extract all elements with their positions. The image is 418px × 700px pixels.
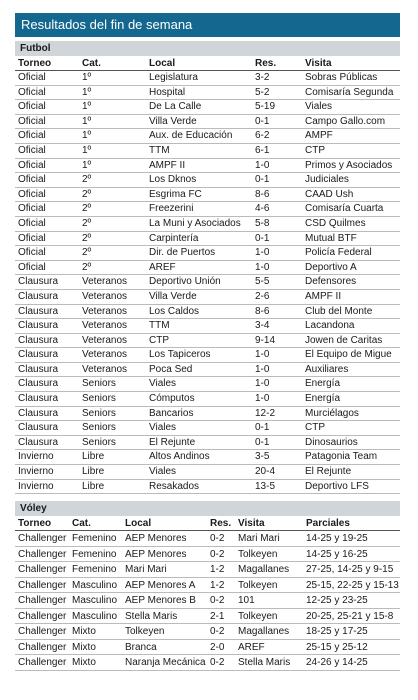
- cell-local: CTP: [149, 334, 169, 346]
- cell-local: Branca: [125, 641, 157, 653]
- table-row: [15, 392, 400, 407]
- cell-local: Deportivo Unión: [149, 276, 221, 288]
- table-row: [15, 531, 400, 547]
- futbol-column-headers: [15, 56, 400, 71]
- column-header-res: Res.: [255, 58, 277, 69]
- cell-cat: 2º: [82, 217, 92, 229]
- cell-torneo: Oficial: [18, 115, 46, 127]
- cell-cat: 2º: [82, 174, 92, 186]
- table-row: [15, 188, 400, 203]
- cell-visita: Energía: [305, 378, 341, 390]
- cell-res: 4-6: [255, 203, 270, 215]
- cell-visita: Defensores: [305, 276, 357, 288]
- cell-visita: Policía Federal: [305, 247, 372, 259]
- cell-res: 1-0: [255, 363, 270, 375]
- cell-res: 5-5: [255, 276, 270, 288]
- cell-cat: Veteranos: [82, 305, 128, 317]
- table-row: [15, 246, 400, 261]
- cell-local: Viales: [149, 466, 177, 478]
- cell-torneo: Challenger: [18, 533, 67, 545]
- cell-res: 6-1: [255, 144, 270, 156]
- cell-res: 1-0: [255, 247, 270, 259]
- cell-res: 1-2: [210, 579, 225, 591]
- cell-res: 20-4: [255, 466, 276, 478]
- cell-visita: Stella Maris: [238, 657, 291, 669]
- cell-visita: Tolkeyen: [238, 548, 278, 560]
- cell-visita: AREF: [238, 641, 265, 653]
- cell-parciales: 25-15 y 25-12: [306, 641, 368, 653]
- cell-local: Los Tapiceros: [149, 349, 211, 361]
- cell-torneo: Oficial: [18, 130, 46, 142]
- table-row: [15, 655, 400, 671]
- column-header-torneo: Torneo: [18, 518, 52, 530]
- cell-local: Hospital: [149, 86, 186, 98]
- table-row: [15, 144, 400, 159]
- table-row: [15, 465, 400, 480]
- cell-parciales: 12-25 y 23-25: [306, 595, 368, 607]
- cell-visita: Tolkeyen: [238, 579, 278, 591]
- cell-visita: Patagonia Team: [305, 451, 378, 463]
- cell-visita: CTP: [305, 144, 325, 156]
- table-row: [15, 624, 400, 640]
- cell-visita: Campo Gallo.com: [305, 115, 386, 127]
- cell-res: 6-2: [255, 130, 270, 142]
- cell-cat: Veteranos: [82, 349, 128, 361]
- cell-torneo: Challenger: [18, 564, 67, 576]
- cell-cat: 1º: [82, 86, 92, 98]
- cell-cat: Mixto: [72, 626, 96, 638]
- table-row: [15, 275, 400, 290]
- cell-res: 1-0: [255, 261, 270, 273]
- cell-res: 0-1: [255, 422, 270, 434]
- table-row: [15, 547, 400, 563]
- cell-cat: Seniors: [82, 378, 116, 390]
- cell-local: TTM: [149, 144, 170, 156]
- cell-res: 5-19: [255, 101, 276, 113]
- cell-res: 0-2: [210, 595, 225, 607]
- cell-local: Mari Mari: [125, 564, 167, 576]
- cell-local: Carpintería: [149, 232, 199, 244]
- cell-cat: Masculino: [72, 595, 118, 607]
- cell-torneo: Oficial: [18, 159, 46, 171]
- futbol-section: [15, 41, 400, 494]
- cell-cat: 2º: [82, 232, 92, 244]
- table-row: [15, 319, 400, 334]
- table-row: [15, 100, 400, 115]
- cell-local: Resakados: [149, 480, 200, 492]
- cell-cat: Veteranos: [82, 276, 128, 288]
- cell-torneo: Clausura: [18, 436, 59, 448]
- cell-torneo: Clausura: [18, 320, 59, 332]
- cell-parciales: 25-15, 22-25 y 15-13: [306, 579, 399, 591]
- cell-cat: Seniors: [82, 422, 116, 434]
- cell-visita: Judiciales: [305, 174, 349, 186]
- cell-torneo: Oficial: [18, 174, 46, 186]
- cell-visita: Deportivo A: [305, 261, 357, 273]
- cell-local: Los Dknos: [149, 174, 197, 186]
- cell-res: 2-1: [210, 610, 225, 622]
- cell-res: 0-2: [210, 533, 225, 545]
- cell-cat: Libre: [82, 466, 105, 478]
- cell-local: Esgrima FC: [149, 188, 202, 200]
- cell-torneo: Invierno: [18, 466, 54, 478]
- cell-local: Viales: [149, 422, 177, 434]
- cell-cat: Veteranos: [82, 320, 128, 332]
- cell-cat: 1º: [82, 130, 92, 142]
- cell-res: 12-2: [255, 407, 276, 419]
- cell-cat: Mixto: [72, 657, 96, 669]
- table-row: [15, 480, 400, 495]
- cell-parciales: 24-26 y 14-25: [306, 657, 368, 669]
- cell-visita: CTP: [305, 422, 325, 434]
- cell-visita: Sobras Públicas: [305, 72, 378, 83]
- cell-local: AREF: [149, 261, 176, 273]
- cell-cat: 1º: [82, 101, 92, 113]
- table-row: [15, 202, 400, 217]
- cell-visita: 101: [238, 595, 255, 607]
- table-row: [15, 261, 400, 276]
- cell-local: Aux. de Educación: [149, 130, 233, 142]
- cell-parciales: 27-25, 14-25 y 9-15: [306, 564, 394, 576]
- table-row: [15, 363, 400, 378]
- cell-torneo: Clausura: [18, 334, 59, 346]
- cell-cat: 2º: [82, 247, 92, 259]
- cell-local: AEP Menores: [125, 548, 187, 560]
- cell-local: Villa Verde: [149, 290, 197, 302]
- cell-local: Altos Andinos: [149, 451, 210, 463]
- cell-visita: Mutual BTF: [305, 232, 357, 244]
- table-row: [15, 71, 400, 86]
- table-row: [15, 640, 400, 656]
- cell-visita: Dinosaurios: [305, 436, 358, 448]
- cell-res: 13-5: [255, 480, 276, 492]
- cell-parciales: 20-25, 25-21 y 15-8: [306, 610, 394, 622]
- cell-local: Stella Maris: [125, 610, 178, 622]
- cell-cat: Libre: [82, 480, 105, 492]
- table-row: [15, 305, 400, 320]
- page-title: Resultados del fin de semana: [15, 13, 400, 37]
- column-header-cat: Cat.: [82, 58, 101, 69]
- cell-visita: Magallanes: [238, 626, 290, 638]
- cell-res: 0-2: [210, 548, 225, 560]
- cell-cat: 1º: [82, 159, 92, 171]
- column-header-torneo: Torneo: [18, 58, 52, 69]
- cell-visita: Murciélagos: [305, 407, 359, 419]
- voley-table-body: [15, 531, 400, 671]
- cell-res: 0-2: [210, 626, 225, 638]
- cell-visita: Magallanes: [238, 564, 290, 576]
- cell-visita: CAAD Ush: [305, 188, 354, 200]
- cell-visita: Tolkeyen: [238, 610, 278, 622]
- cell-res: 1-0: [255, 159, 270, 171]
- cell-cat: Veteranos: [82, 363, 128, 375]
- cell-torneo: Clausura: [18, 276, 59, 288]
- cell-visita: El Equipo de Migue: [305, 349, 392, 361]
- cell-parciales: 18-25 y 17-25: [306, 626, 368, 638]
- cell-visita: El Rejunte: [305, 466, 352, 478]
- column-header-res: Res.: [210, 518, 232, 530]
- cell-visita: Lacandona: [305, 320, 355, 332]
- cell-torneo: Invierno: [18, 451, 54, 463]
- cell-visita: Auxiliares: [305, 363, 349, 375]
- cell-torneo: Challenger: [18, 641, 67, 653]
- cell-local: Bancarios: [149, 407, 194, 419]
- cell-visita: Club del Monte: [305, 305, 373, 317]
- cell-torneo: Clausura: [18, 363, 59, 375]
- cell-torneo: Oficial: [18, 86, 46, 98]
- cell-cat: Femenino: [72, 533, 117, 545]
- cell-res: 2-6: [255, 290, 270, 302]
- cell-torneo: Clausura: [18, 305, 59, 317]
- cell-torneo: Oficial: [18, 203, 46, 215]
- cell-local: Naranja Mecánica: [125, 657, 206, 669]
- cell-res: 8-6: [255, 305, 270, 317]
- table-row: [15, 129, 400, 144]
- cell-res: 3-2: [255, 72, 270, 83]
- table-row: [15, 348, 400, 363]
- table-row: [15, 159, 400, 174]
- cell-cat: Masculino: [72, 579, 118, 591]
- table-row: [15, 593, 400, 609]
- cell-visita: CSD Quilmes: [305, 217, 366, 229]
- cell-res: 5-2: [255, 86, 270, 98]
- cell-cat: 2º: [82, 203, 92, 215]
- cell-cat: 1º: [82, 144, 92, 156]
- cell-cat: Veteranos: [82, 290, 128, 302]
- cell-res: 0-1: [255, 174, 270, 186]
- futbol-section-header: Futbol: [15, 41, 400, 56]
- column-header-visita: Visita: [238, 518, 265, 530]
- cell-cat: 2º: [82, 261, 92, 273]
- cell-local: Freezerini: [149, 203, 194, 215]
- cell-local: AEP Menores A: [125, 579, 196, 591]
- cell-torneo: Clausura: [18, 422, 59, 434]
- cell-torneo: Clausura: [18, 393, 59, 405]
- column-header-cat: Cat.: [72, 518, 91, 530]
- cell-cat: Seniors: [82, 393, 116, 405]
- cell-res: 2-0: [210, 641, 225, 653]
- cell-visita: AMPF: [305, 130, 333, 142]
- column-header-visita: Visita: [305, 58, 332, 69]
- cell-visita: Mari Mari: [238, 533, 280, 545]
- table-row: [15, 217, 400, 232]
- cell-res: 5-8: [255, 217, 270, 229]
- voley-column-headers: [15, 516, 400, 531]
- cell-visita: Viales: [305, 101, 333, 113]
- cell-visita: Deportivo LFS: [305, 480, 369, 492]
- cell-local: Poca Sed: [149, 363, 193, 375]
- cell-cat: Masculino: [72, 610, 118, 622]
- cell-torneo: Oficial: [18, 101, 46, 113]
- table-row: [15, 334, 400, 349]
- cell-visita: Jowen de Caritas: [305, 334, 383, 346]
- cell-torneo: Challenger: [18, 595, 67, 607]
- cell-res: 3-5: [255, 451, 270, 463]
- cell-local: De La Calle: [149, 101, 202, 113]
- cell-cat: Femenino: [72, 548, 117, 560]
- cell-res: 0-1: [255, 232, 270, 244]
- table-row: [15, 290, 400, 305]
- cell-torneo: Clausura: [18, 407, 59, 419]
- cell-res: 0-1: [255, 436, 270, 448]
- table-row: [15, 377, 400, 392]
- voley-section-header: Vóley: [15, 501, 400, 516]
- column-header-parciales: Parciales: [306, 518, 350, 530]
- cell-local: AEP Menores: [125, 533, 187, 545]
- cell-local: Legislatura: [149, 72, 198, 83]
- cell-local: TTM: [149, 320, 170, 332]
- cell-torneo: Challenger: [18, 610, 67, 622]
- cell-local: Viales: [149, 378, 177, 390]
- column-header-local: Local: [149, 58, 176, 69]
- table-row: [15, 609, 400, 625]
- cell-res: 1-0: [255, 393, 270, 405]
- table-row: [15, 436, 400, 451]
- cell-visita: Energía: [305, 393, 341, 405]
- cell-res: 1-0: [255, 349, 270, 361]
- cell-torneo: Oficial: [18, 247, 46, 259]
- cell-visita: Comisaría Cuarta: [305, 203, 384, 215]
- cell-res: 8-6: [255, 188, 270, 200]
- cell-res: 9-14: [255, 334, 276, 346]
- cell-parciales: 14-25 y 16-25: [306, 548, 368, 560]
- cell-torneo: Oficial: [18, 188, 46, 200]
- cell-cat: Seniors: [82, 436, 116, 448]
- cell-local: El Rejunte: [149, 436, 196, 448]
- futbol-table-body: [15, 71, 400, 494]
- cell-torneo: Challenger: [18, 548, 67, 560]
- cell-torneo: Invierno: [18, 480, 54, 492]
- table-row: [15, 578, 400, 594]
- cell-torneo: Oficial: [18, 72, 46, 83]
- voley-section: [15, 501, 400, 671]
- cell-local: AEP Menores B: [125, 595, 196, 607]
- cell-cat: Libre: [82, 451, 105, 463]
- cell-torneo: Oficial: [18, 261, 46, 273]
- cell-torneo: Challenger: [18, 626, 67, 638]
- cell-torneo: Oficial: [18, 217, 46, 229]
- table-row: [15, 407, 400, 422]
- cell-res: 0-1: [255, 115, 270, 127]
- cell-cat: Femenino: [72, 564, 117, 576]
- cell-torneo: Oficial: [18, 232, 46, 244]
- cell-parciales: 14-25 y 19-25: [306, 533, 368, 545]
- cell-torneo: Oficial: [18, 144, 46, 156]
- cell-cat: Seniors: [82, 407, 116, 419]
- cell-local: AMPF II: [149, 159, 186, 171]
- cell-res: 0-2: [210, 657, 225, 669]
- cell-visita: Comisaría Segunda: [305, 86, 394, 98]
- table-row: [15, 115, 400, 130]
- table-row: [15, 232, 400, 247]
- cell-local: Cómputos: [149, 393, 195, 405]
- table-row: [15, 86, 400, 101]
- table-row: [15, 421, 400, 436]
- column-header-local: Local: [125, 518, 152, 530]
- cell-torneo: Clausura: [18, 349, 59, 361]
- cell-res: 1-2: [210, 564, 225, 576]
- cell-torneo: Clausura: [18, 290, 59, 302]
- cell-torneo: Challenger: [18, 579, 67, 591]
- cell-cat: 2º: [82, 188, 92, 200]
- table-row: [15, 173, 400, 188]
- cell-cat: Veteranos: [82, 334, 128, 346]
- cell-local: Los Caldos: [149, 305, 200, 317]
- cell-cat: 1º: [82, 72, 92, 83]
- cell-visita: AMPF II: [305, 290, 342, 302]
- cell-res: 3-4: [255, 320, 270, 332]
- cell-torneo: Challenger: [18, 657, 67, 669]
- cell-res: 1-0: [255, 378, 270, 390]
- cell-torneo: Clausura: [18, 378, 59, 390]
- cell-local: Dir. de Puertos: [149, 247, 216, 259]
- cell-cat: 1º: [82, 115, 92, 127]
- cell-local: Tolkeyen: [125, 626, 165, 638]
- table-row: [15, 562, 400, 578]
- cell-local: Villa Verde: [149, 115, 197, 127]
- cell-local: La Muni y Asociados: [149, 217, 241, 229]
- table-row: [15, 450, 400, 465]
- cell-cat: Mixto: [72, 641, 96, 653]
- cell-visita: Primos y Asociados: [305, 159, 393, 171]
